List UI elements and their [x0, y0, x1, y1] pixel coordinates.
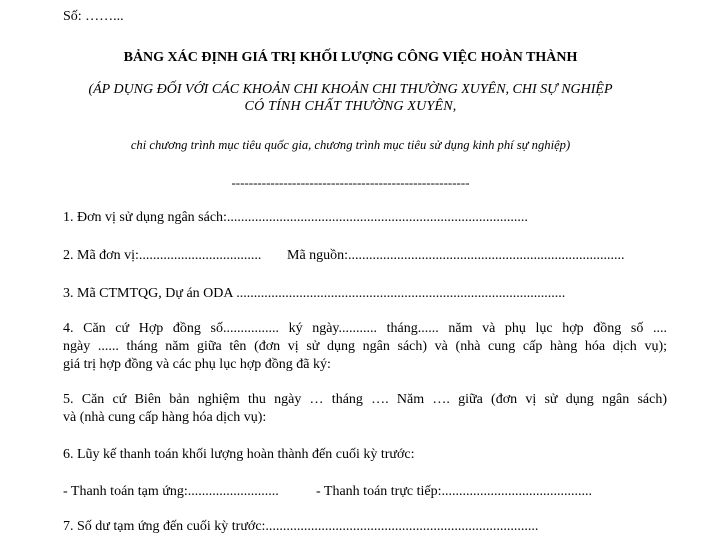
field-contract-line2: ngày ...... tháng năm giữa tên (đơn vị sử dụng ngân sách) và (nhà cung cấp hàng hóa dịch vụ);: [63, 339, 667, 354]
field-acceptance-line2: và (nhà cung cấp hàng hóa dịch vụ):: [63, 410, 267, 425]
document-number: Số: ……...: [63, 9, 124, 24]
field-advance-payment: - Thanh toán tạm ứng:..........................: [63, 484, 279, 499]
field-advance-balance: 7. Số dư tạm ứng đến cuối kỳ trước:..............................................................................: [63, 519, 539, 534]
document-title: BẢNG XÁC ĐỊNH GIÁ TRỊ KHỐI LƯỢNG CÔNG VIỆC HOÀN THÀNH: [123, 50, 578, 65]
document-divider: -------------------------------------------------------: [231, 175, 470, 190]
field-cumulative-payment: 6. Lũy kế thanh toán khối lượng hoàn thành đến cuối kỳ trước:: [63, 447, 415, 462]
field-budget-unit: 1. Đơn vị sử dụng ngân sách:......................................................................................: [63, 210, 528, 225]
document-subtitle-line3: chi chương trình mục tiêu quốc gia, chương trình mục tiêu sử dụng kinh phí sự nghiệp): [130, 138, 571, 152]
field-program-code: 3. Mã CTMTQG, Dự án ODA ..............................................................................................: [63, 286, 566, 301]
field-contract-line1: 4. Căn cứ Hợp đồng số................ ký ngày........... tháng...... năm và phụ lục hợp đồng số ....: [63, 321, 667, 336]
document-subtitle-line1: (ÁP DỤNG ĐỐI VỚI CÁC KHOẢN CHI KHOẢN CHI THƯỜNG XUYÊN, CHI SỰ NGHIỆP: [88, 82, 613, 97]
field-direct-payment: - Thanh toán trực tiếp:...........................................: [316, 484, 593, 499]
document-subtitle-line2: CÓ TÍNH CHẤT THƯỜNG XUYÊN,: [244, 99, 457, 114]
field-source-code: Mã nguồn:...............................................................................: [287, 248, 625, 263]
field-unit-code: 2. Mã đơn vị:...................................: [63, 248, 262, 263]
field-acceptance-line1: 5. Căn cứ Biên bản nghiệm thu ngày … tháng …. Năm …. giữa (đơn vị sử dụng ngân sách): [63, 392, 667, 407]
field-contract-line3: giá trị hợp đồng và các phụ lục hợp đồng đã ký:: [63, 357, 331, 372]
